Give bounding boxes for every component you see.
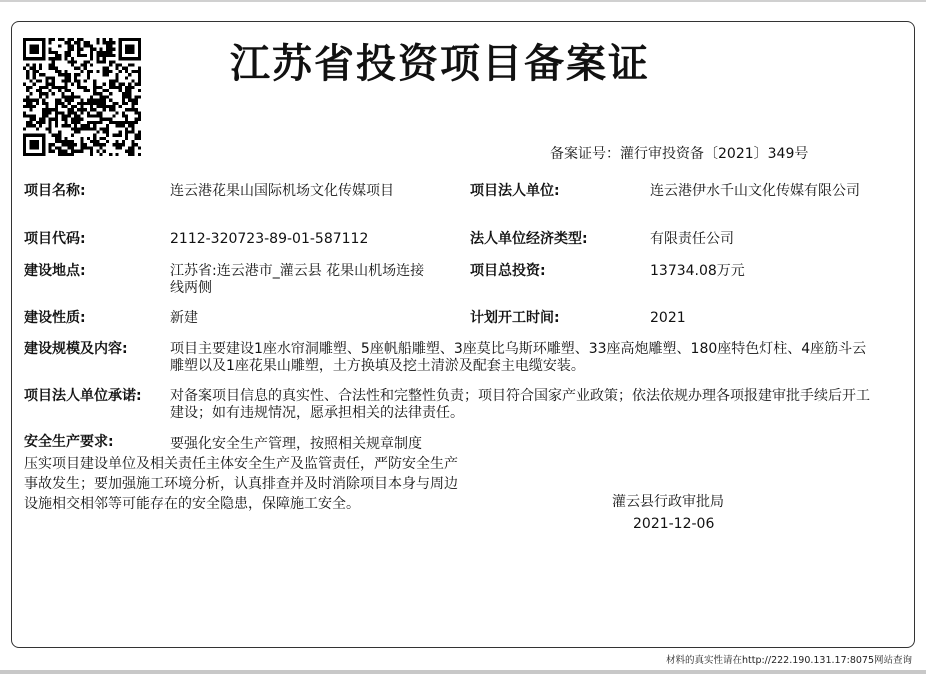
record-number: 备案证号：灌行审投资备〔2021〕349号	[550, 146, 809, 162]
nature-value: 新建	[170, 310, 198, 326]
bottom-divider	[0, 670, 926, 674]
issue-date: 2021-12-06	[633, 516, 715, 532]
commitment-label: 项目法人单位承诺:	[24, 388, 142, 404]
total-investment-label: 项目总投资:	[470, 263, 546, 279]
start-time-value: 2021	[650, 310, 686, 326]
start-time-label: 计划开工时间:	[470, 310, 560, 326]
project-code-value: 2112-320723-89-01-587112	[170, 231, 369, 247]
total-investment-value: 13734.08万元	[650, 263, 745, 279]
issuer: 灌云县行政审批局	[612, 494, 724, 510]
qr-code	[23, 38, 141, 156]
scale-label: 建设规模及内容:	[24, 341, 128, 357]
economic-type-label: 法人单位经济类型:	[470, 231, 588, 247]
safety-value-rest: 压实项目建设单位及相关责任主体安全生产及监管责任，严防安全生产事故发生；要加强施工环境分析，认真排查并及时消除项目本身与周边设施相交相邻等可能存在的安全隐患，保障施工安全。	[24, 456, 458, 512]
location-value: 江苏省:连云港市_灌云县 花果山机场连接线两侧	[170, 263, 425, 296]
commitment-value: 对备案项目信息的真实性、合法性和完整性负责；项目符合国家产业政策；依法依规办理各项报建审批手续后开工建设；如有违规情况，愿承担相关的法律责任。	[170, 388, 870, 421]
safety-label: 安全生产要求:	[24, 434, 114, 450]
project-name-value: 连云港花果山国际机场文化传媒项目	[170, 183, 394, 199]
safety-value-first: 要强化安全生产管理，按照相关规章制度	[170, 436, 422, 452]
top-divider	[0, 0, 926, 2]
project-code-label: 项目代码:	[24, 231, 86, 247]
location-label: 建设地点:	[24, 263, 86, 279]
nature-label: 建设性质:	[24, 310, 86, 326]
certificate-title: 江苏省投资项目备案证	[230, 40, 650, 87]
project-name-label: 项目名称:	[24, 183, 86, 199]
legal-unit-label: 项目法人单位:	[470, 183, 560, 199]
scale-value: 项目主要建设1座水帘洞雕塑、5座帆船雕塑、3座莫比乌斯环雕塑、33座高炮雕塑、180座特色灯柱、4座筋斗云雕塑以及1座花果山雕塑，土方换填及挖土清淤及配套主电缆安装。	[170, 341, 867, 374]
verification-footer: 材料的真实性请在http://222.190.131.17:8075网站查询	[665, 655, 912, 666]
economic-type-value: 有限责任公司	[650, 231, 734, 247]
certificate-frame	[11, 21, 915, 648]
legal-unit-value: 连云港伊水千山文化传媒有限公司	[650, 183, 860, 199]
